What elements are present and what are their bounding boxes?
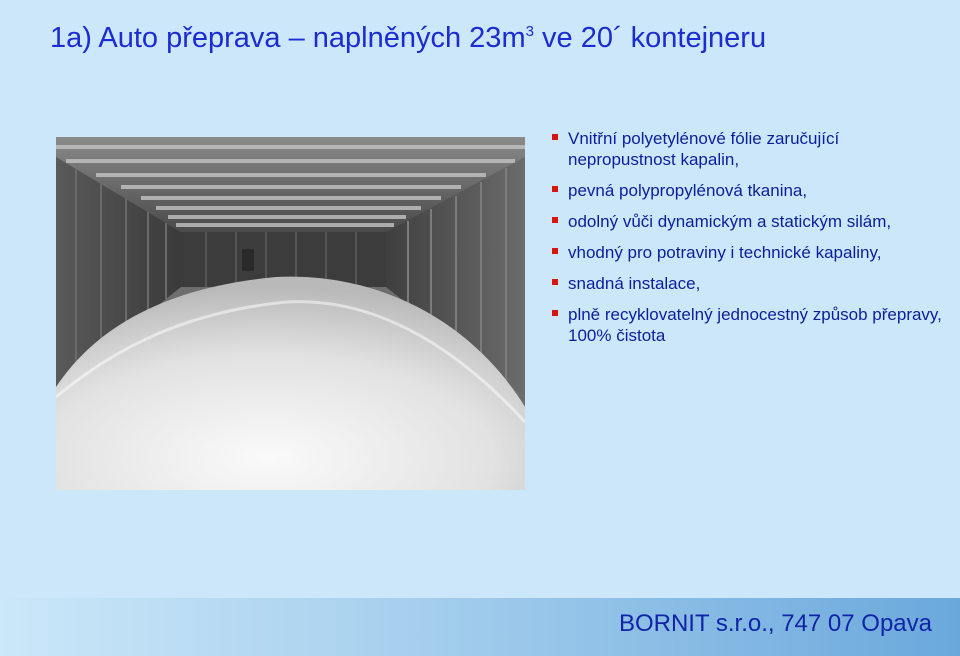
list-item-text: pevná polypropylénová tkanina,: [568, 181, 808, 200]
list-item-text: plně recyklovatelný jednocestný způsob přepravy, 100% čistota: [568, 305, 942, 345]
slide-title-suffix: ve 20´ kontejneru: [533, 22, 767, 54]
bullet-square-icon: [552, 248, 558, 254]
bullet-square-icon: [552, 186, 558, 192]
footer-bar: [0, 598, 960, 656]
bullet-square-icon: [552, 279, 558, 285]
list-item: [552, 128, 947, 170]
feature-list: [552, 128, 947, 356]
list-item: [552, 211, 947, 232]
list-item-text: odolný vůči dynamickým a statickým silám,: [568, 212, 892, 231]
list-item: [552, 304, 947, 346]
footer-company: BORNIT s.r.o., 747 07 Opava: [618, 610, 932, 637]
slide-title-prefix: 1a) Auto přeprava – naplněných 23m: [50, 22, 526, 54]
list-item-text: snadná instalace,: [568, 274, 701, 293]
bullet-square-icon: [552, 217, 558, 223]
bullet-square-icon: [552, 134, 558, 140]
list-item-text: Vnitřní polyetylénové fólie zaručující nepropustnost kapalin,: [568, 129, 840, 169]
list-item: [552, 242, 947, 263]
list-item: [552, 180, 947, 201]
flexitank-in-container-image: [56, 137, 525, 490]
bullet-square-icon: [552, 310, 558, 316]
slide-title-superscript: 3: [525, 23, 534, 40]
list-item-text: vhodný pro potraviny i technické kapaliny,: [568, 243, 882, 262]
list-item: [552, 273, 947, 294]
slide-title: [50, 22, 766, 55]
container-photo: [56, 137, 525, 490]
